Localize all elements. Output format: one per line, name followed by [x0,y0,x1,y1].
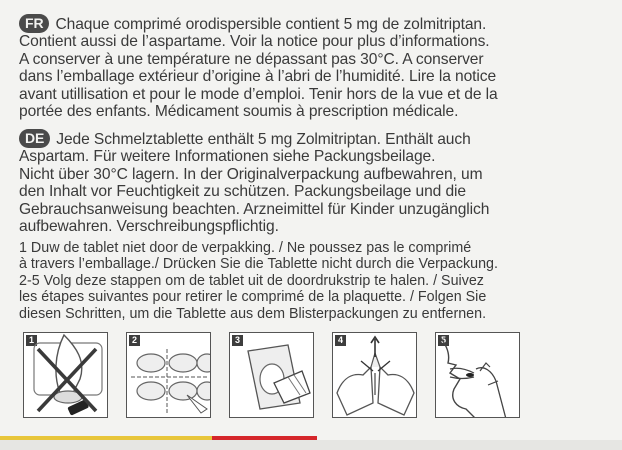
step-line-5: diesen Schritten, um die Tablette aus dem Blisterpackungen zu entfernen. [19,305,487,322]
fr-line-1: FR Chaque comprimé orodispersible contient 5 mg de zolmitriptan. [19,14,611,33]
fr-line-6: portée des enfants. Médicament soumis à prescription médicale. [19,103,459,121]
de-line-2: Aspartam. Für weitere Informationen siehe Packungsbeilage. [19,148,436,166]
blister-strip-icon [127,333,211,418]
instruction-pictograms [23,332,523,420]
step-line-4: les étapes suivantes pour retirer le comprimé de la plaquette. / Folgen Sie [19,289,487,306]
de-line-1: DE Jede Schmelztablette enthält 5 mg Zolmitriptan. Enthält auch [19,129,611,148]
instructions-text-block [19,240,611,322]
de-line-4: den Inhalt vor Feuchtigkeit zu schützen. Packungsbeilage und die [19,183,466,201]
pictogram-number: 3 [232,335,243,346]
fr-line-2: Contient aussi de l’aspartame. Voir la notice pour plus d’informations. [19,33,490,51]
do-not-push-icon [24,333,108,418]
pictogram-1 [23,332,108,418]
pictogram-3 [229,332,314,418]
pictogram-2 [126,332,211,418]
place-on-tongue-icon [436,333,520,418]
fr-line-4: dans l’emballage extérieur d’origine à l’abri de l’humidité. Lire la notice [19,68,497,86]
de-line-5: Gebrauchsanweisung beachten. Arzneimittel für Kinder unzugänglich [19,200,490,218]
step-line-2: à travers l’emballage./ Drücken Sie die Tablette nicht durch die Verpackung. [19,256,498,273]
fr-badge: FR [19,14,49,33]
fr-line-5: avant utillisation et pour le mode d’emploi. Tenir hors de la vue et de la [19,85,498,103]
de-badge: DE [19,129,50,148]
pictogram-number: 4 [335,335,346,346]
fold-blister-icon [333,333,417,418]
step-line-1: 1 Duw de tablet niet door de verpakking. / Ne poussez pas le comprimé [19,240,472,256]
fr-line-3: A conserver à une température ne dépassant pas 30°C. A conserver [19,50,484,68]
german-text-block [19,129,611,235]
de-line-3: Nicht über 30°C lagern. In der Originalverpackung aufbewahren, um [19,165,483,183]
pictogram-number: 5 [438,335,449,346]
pictogram-4 [332,332,417,418]
peel-foil-icon [230,333,314,418]
step-line-3: 2-5 Volg deze stappen om de tablet uit de doordrukstrip te halen. / Suivez [19,272,484,289]
de-line-6: aufbewahren. Verschreibungspflichtig. [19,218,279,236]
pictogram-5 [435,332,520,418]
pictogram-number: 1 [26,335,37,346]
bottom-edge [0,440,622,450]
pictogram-number: 2 [129,335,140,346]
french-text-block [19,14,611,120]
